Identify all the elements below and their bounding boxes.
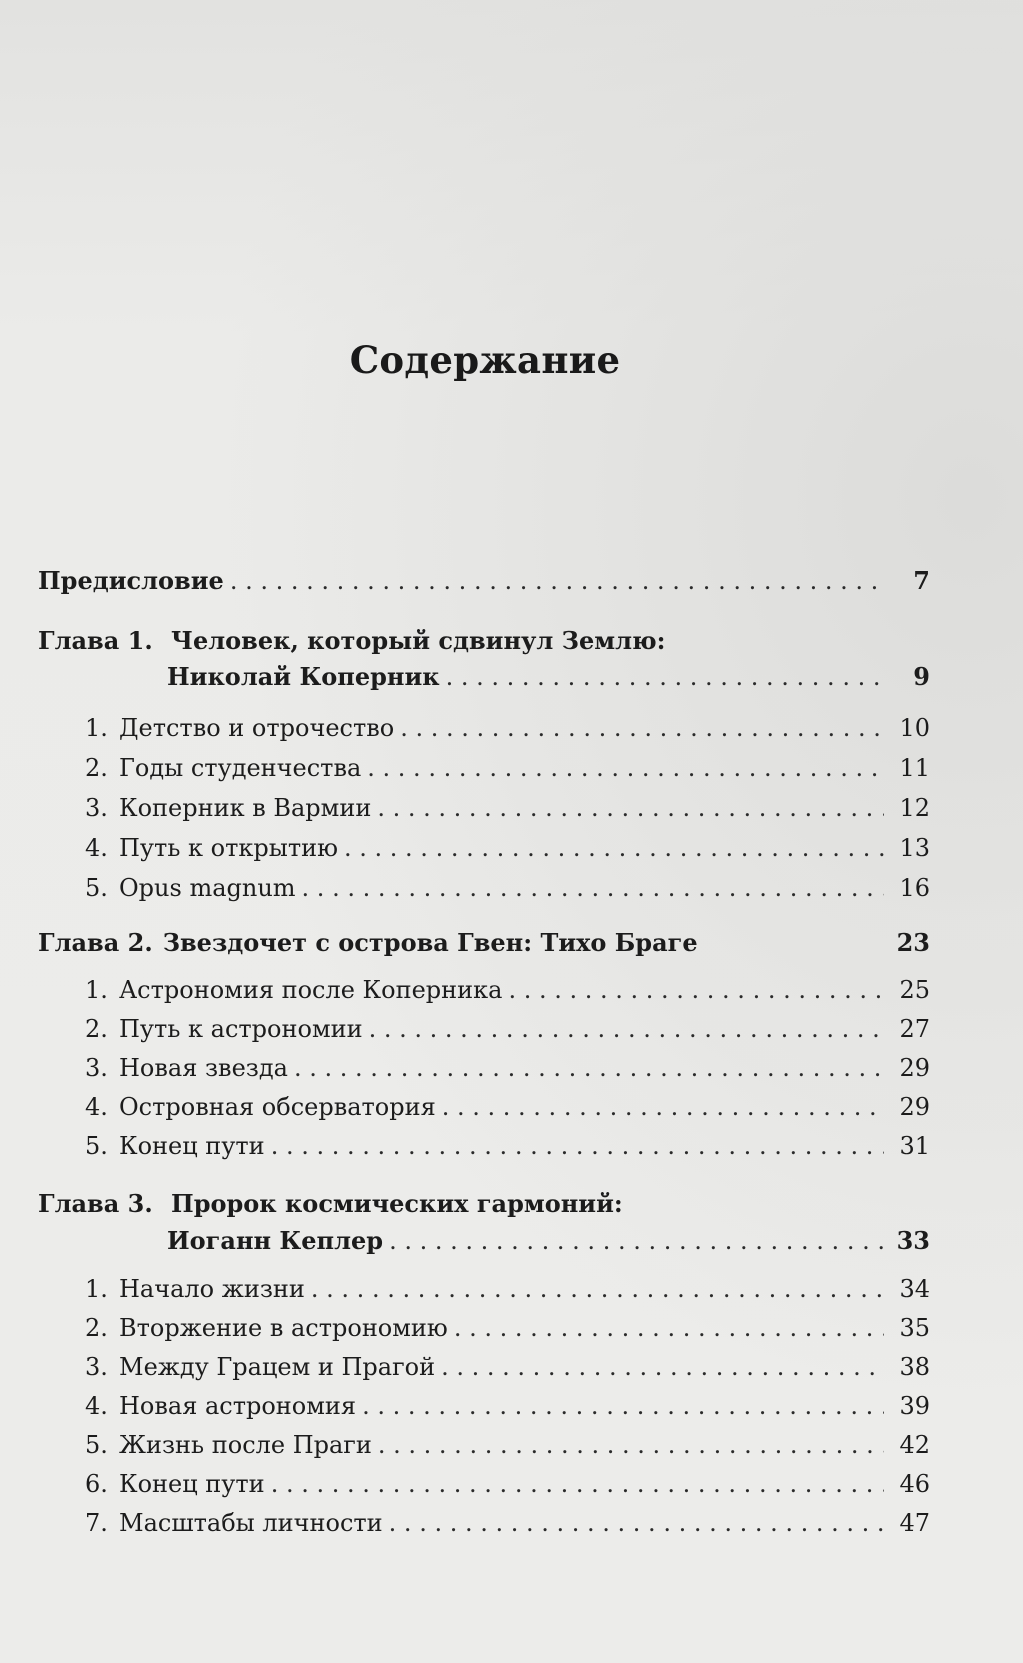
- leader-dots: [400, 714, 884, 742]
- toc-entry-page: 29: [899, 1054, 930, 1082]
- toc-entry: [85, 1470, 930, 1500]
- leader-dots: [378, 1431, 884, 1459]
- toc-entry-label: Годы студенчества: [119, 754, 362, 782]
- toc-entry-label: Коперник в Вармии: [119, 794, 372, 822]
- leader-dots: [302, 874, 884, 902]
- item-number: 3.: [85, 1054, 108, 1082]
- item-number: 5.: [85, 874, 108, 902]
- toc-entry: [85, 1093, 930, 1123]
- item-number: 4.: [85, 1093, 108, 1121]
- toc-entry: [85, 1353, 930, 1383]
- toc-entry-page: 25: [899, 976, 930, 1004]
- toc-entry-label: Предисловие: [38, 566, 224, 595]
- toc-entry: [85, 976, 930, 1006]
- chapter-prefix: Глава 1.: [38, 626, 153, 655]
- toc-entry-page: 46: [899, 1470, 930, 1498]
- toc-entry-page: 7: [913, 566, 930, 595]
- chapter-title: Пророк космических гармоний:: [171, 1189, 623, 1218]
- leader-dots: [508, 976, 884, 1004]
- toc-entry: [85, 794, 930, 824]
- chapter-prefix: Глава 2.: [38, 928, 153, 957]
- toc-entry-label: Конец пути: [119, 1132, 265, 1160]
- item-number: 4.: [85, 834, 108, 862]
- toc-entry: [85, 1054, 930, 1084]
- leader-dots: [369, 1015, 884, 1043]
- leader-dots: [311, 1275, 884, 1303]
- leader-dots: [271, 1470, 884, 1498]
- toc-entry-page: 11: [899, 754, 930, 782]
- leader-dots: [271, 1132, 884, 1160]
- toc-entry-label: Opus magnum: [119, 874, 296, 902]
- toc-entry: [85, 1132, 930, 1162]
- toc-entry: [85, 834, 930, 864]
- item-number: 3.: [85, 1353, 108, 1381]
- leader-dots: [230, 567, 884, 595]
- chapter-title: Человек, который сдвинул Землю:: [171, 626, 666, 655]
- toc-entry: [85, 1431, 930, 1461]
- toc-entry: [85, 714, 930, 744]
- item-number: 4.: [85, 1392, 108, 1420]
- leader-dots: [377, 794, 884, 822]
- toc-entry-page: 39: [899, 1392, 930, 1420]
- toc-entry-page: 42: [899, 1431, 930, 1459]
- leader-dots: [294, 1054, 884, 1082]
- toc-entry-label: Жизнь после Праги: [119, 1431, 372, 1459]
- toc-entry-page: 35: [899, 1314, 930, 1342]
- item-number: 3.: [85, 794, 108, 822]
- toc-entry-label: Масштабы личности: [119, 1509, 383, 1537]
- toc-entry-page: 13: [899, 834, 930, 862]
- chapter-3-heading: [38, 1189, 623, 1218]
- toc-entry-chapter-2: [38, 928, 930, 958]
- toc-entry-page: 12: [899, 794, 930, 822]
- toc-entry-label: Конец пути: [119, 1470, 265, 1498]
- toc-entry-page: 38: [899, 1353, 930, 1381]
- toc-entry: [85, 1509, 930, 1539]
- chapter-title-line2: Иоганн Кеплер: [167, 1226, 384, 1255]
- toc-entry-page: 16: [899, 874, 930, 902]
- item-number: 2.: [85, 754, 108, 782]
- item-number: 1.: [85, 714, 108, 742]
- toc-entry-label: Островная обсерватория: [119, 1093, 436, 1121]
- toc-entry: [85, 1275, 930, 1305]
- item-number: 1.: [85, 976, 108, 1004]
- toc-entry-chapter-1: [167, 662, 930, 692]
- toc-entry-label: Вторжение в астрономию: [119, 1314, 448, 1342]
- toc-entry-page: 10: [899, 714, 930, 742]
- leader-dots: [441, 1353, 884, 1381]
- leader-dots: [389, 1509, 884, 1537]
- leader-dots: [389, 1227, 884, 1255]
- leader-dots: [362, 1392, 884, 1420]
- toc-entry-label: Между Грацем и Прагой: [119, 1353, 436, 1381]
- toc-entry-label: Новая астрономия: [119, 1392, 357, 1420]
- chapter-1-heading: [38, 626, 665, 655]
- toc-entry: [85, 874, 930, 904]
- toc-entry-label: Путь к открытию: [119, 834, 339, 862]
- toc-entry: [85, 754, 930, 784]
- toc-entry-label: Астрономия после Коперника: [119, 976, 503, 1004]
- leader-dots: [454, 1314, 884, 1342]
- leader-dots: [446, 663, 884, 691]
- toc-entry-page: 29: [899, 1093, 930, 1121]
- toc-entry-page: 23: [896, 928, 930, 957]
- leader-dots: [442, 1093, 884, 1121]
- toc-entry: [85, 1015, 930, 1045]
- chapter-prefix: Глава 3.: [38, 1189, 153, 1218]
- toc-entry-preface: [38, 566, 930, 596]
- toc-entry-label: Детство и отрочество: [119, 714, 395, 742]
- item-number: 6.: [85, 1470, 108, 1498]
- toc-entry-page: 33: [896, 1226, 930, 1255]
- leader-dots: [344, 834, 884, 862]
- toc-entry-chapter-3: [167, 1226, 930, 1256]
- toc-entry-page: 27: [899, 1015, 930, 1043]
- item-number: 1.: [85, 1275, 108, 1303]
- item-number: 5.: [85, 1132, 108, 1160]
- chapter-title: Звездочет с острова Гвен: Тихо Браге: [162, 928, 698, 957]
- page-title: Содержание: [349, 338, 621, 382]
- toc-entry-page: 34: [899, 1275, 930, 1303]
- toc-entry: [85, 1314, 930, 1344]
- toc-entry-label: Новая звезда: [119, 1054, 288, 1082]
- toc-entry-page: 9: [913, 662, 930, 691]
- toc-entry-page: 47: [899, 1509, 930, 1537]
- leader-dots: [367, 754, 884, 782]
- item-number: 5.: [85, 1431, 108, 1459]
- toc-entry-label: Путь к астрономии: [119, 1015, 363, 1043]
- item-number: 7.: [85, 1509, 108, 1537]
- toc-entry-page: 31: [899, 1132, 930, 1160]
- toc-entry-label: Начало жизни: [119, 1275, 305, 1303]
- toc-entry: [85, 1392, 930, 1422]
- item-number: 2.: [85, 1015, 108, 1043]
- item-number: 2.: [85, 1314, 108, 1342]
- chapter-title-line2: Николай Коперник: [167, 662, 440, 691]
